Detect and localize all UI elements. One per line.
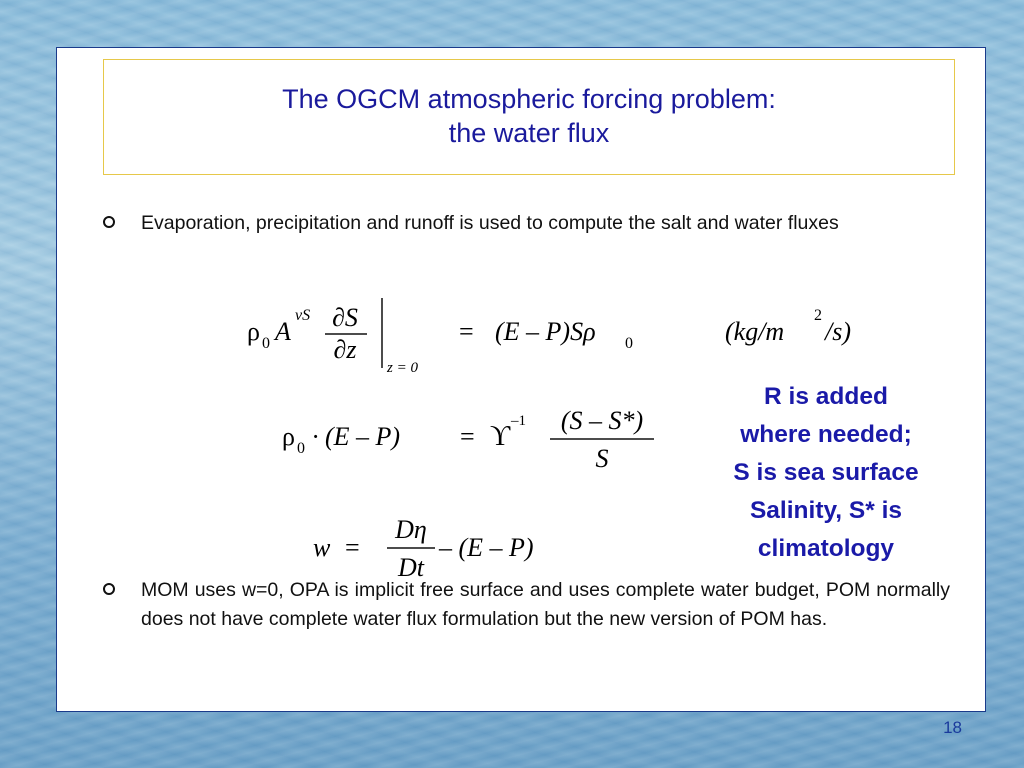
eq1-frac-num: ∂S	[332, 303, 358, 332]
eq1-eval-sub: z = 0	[387, 360, 418, 376]
bullet-text-1: Evaporation, precipitation and runoff is used to compute the salt and water fluxes	[141, 212, 839, 234]
eq1-rho: ρ	[247, 317, 260, 346]
eq2-upsilon: ϒ	[490, 421, 511, 452]
equation-1-svg	[247, 296, 887, 376]
eq2-frac-den: S	[595, 444, 609, 473]
eq1-units-sup: 2	[814, 307, 822, 324]
eq1-frac-den: ∂z	[333, 335, 357, 364]
bullet-circle-icon	[103, 216, 115, 228]
slide-title	[104, 82, 954, 150]
note-line-3: S is sea surface	[733, 459, 919, 486]
eq1-a: A	[275, 317, 291, 346]
bullet-item-2	[103, 576, 950, 634]
eq1-rhs: (E – P)Sρ	[495, 317, 596, 346]
note-line-4: Salinity, S* is	[749, 497, 903, 524]
eq1-rhs-sub: 0	[625, 335, 633, 352]
eq3-frac-num: Dη	[395, 515, 427, 544]
slide-panel	[56, 47, 986, 712]
eq1-units-close: /s)	[825, 317, 851, 346]
eq3-frac-den: Dt	[398, 553, 424, 582]
eq2-frac-num: (S – S*)	[560, 406, 644, 435]
bullet-circle-icon	[103, 583, 115, 595]
eq2-lhs-rest: · (E – P)	[312, 422, 401, 451]
note-line-2: where needed;	[740, 421, 912, 448]
equation-2	[282, 403, 682, 488]
bullet-text-2: MOM uses w=0, OPA is implicit free surface and uses complete water budget, POM normally does not have complete water flux formulation but the new version of POM has.	[141, 579, 950, 630]
eq1-units-open: (kg/m	[725, 317, 785, 346]
bullet-item-1	[103, 209, 950, 238]
eq3-equals: =	[345, 533, 360, 562]
title-line-1: The OGCM atmospheric forcing problem:	[282, 84, 776, 114]
equation-2-svg	[282, 403, 682, 483]
equation-1	[247, 296, 887, 381]
note-line-1: R is added	[764, 383, 888, 410]
title-box	[103, 59, 955, 175]
side-note	[691, 378, 961, 568]
eq2-upsilon-sup: –1	[511, 413, 526, 429]
eq1-rho-sub: 0	[262, 335, 270, 352]
note-line-5: climatology	[757, 535, 895, 562]
eq3-rhs: – (E – P)	[439, 533, 534, 562]
page-number: 18	[943, 718, 962, 737]
eq1-a-sup: vS	[295, 307, 311, 324]
eq2-rho-sub: 0	[297, 440, 305, 457]
eq2-equals: =	[460, 422, 475, 451]
eq1-equals: =	[459, 317, 474, 346]
title-line-2: the water flux	[448, 118, 610, 148]
eq3-lhs: w	[313, 533, 331, 562]
eq2-rho: ρ	[282, 422, 295, 451]
